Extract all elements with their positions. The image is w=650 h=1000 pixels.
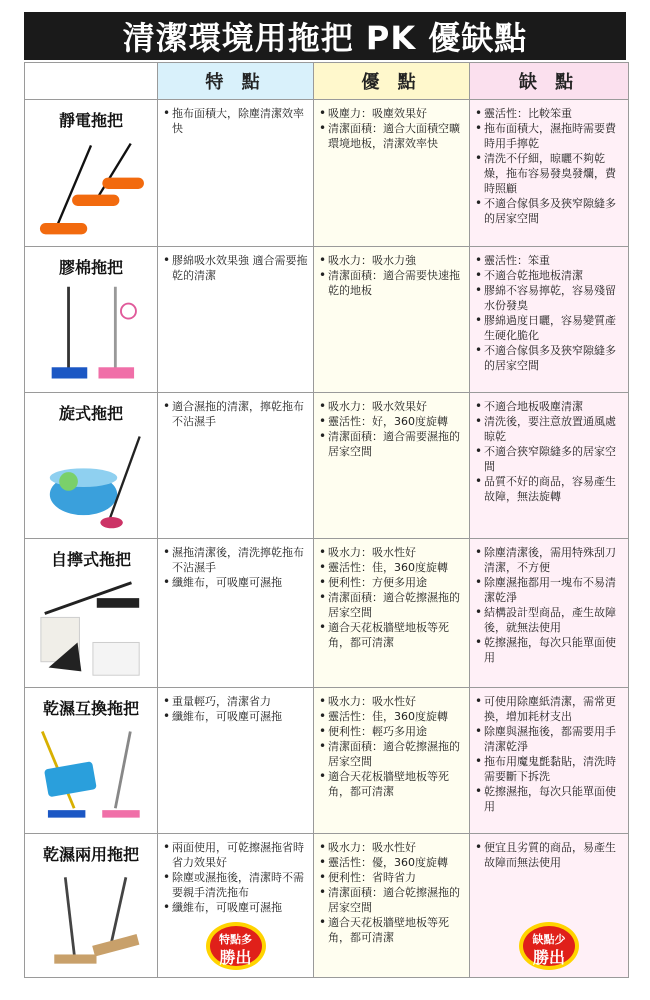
- header-blank: [25, 63, 158, 100]
- list-item: • 膠綿吸水效果強 適合需要拖乾的清潔: [162, 253, 309, 283]
- list-item: • 拖布面積大，除塵清潔效率快: [162, 106, 309, 136]
- list-item: • 適合天花板牆壁地板等死角，都可清潔: [318, 620, 465, 650]
- list-item: • 不適合狹窄隙縫多的居家空間: [474, 444, 624, 474]
- list-item: • 靈活性：好，360度旋轉: [318, 414, 465, 429]
- list-item: • 吸水力：吸水力強: [318, 253, 465, 268]
- features-list: [162, 399, 309, 429]
- list-item: • 便利性：輕巧多用途: [318, 724, 465, 739]
- list-item: • 靈活性：佳，360度旋轉: [318, 560, 465, 575]
- list-item: • 清洗後，要注意放置通風處晾乾: [474, 414, 624, 444]
- mop-image: [33, 136, 149, 240]
- mop-type-cell: [25, 100, 158, 247]
- mop-type-name: 膠棉拖把: [58, 258, 123, 277]
- badge-line1: 特點多: [219, 933, 252, 946]
- list-item: • 除塵與濕拖後，都需要用手清潔乾淨: [474, 724, 624, 754]
- mop-type-name: 乾濕兩用拖把: [42, 845, 139, 864]
- pros-cell: [314, 688, 470, 834]
- list-item: • 纖維布，可吸塵可濕拖: [162, 709, 309, 724]
- cons-list: [474, 253, 624, 373]
- pros-list: [318, 545, 465, 650]
- list-item: • 纖維布，可吸塵可濕拖: [162, 575, 309, 590]
- features-winner-badge: [205, 921, 267, 971]
- list-item: • 清潔面積：適合乾擦濕拖的居家空間: [318, 590, 465, 620]
- list-item: • 乾擦濕拖，每次只能單面使用: [474, 784, 624, 814]
- table-row: [25, 834, 629, 978]
- list-item: • 重量輕巧，清潔省力: [162, 694, 309, 709]
- list-item: • 結構設計型商品，產生故障後，就無法使用: [474, 605, 624, 635]
- table-row: [25, 688, 629, 834]
- table-row: [25, 247, 629, 393]
- list-item: • 清潔面積：適合需要濕拖的居家空間: [318, 429, 465, 459]
- list-item: • 除塵濕拖都用一塊布不易清潔乾淨: [474, 575, 624, 605]
- mop-type-cell: [25, 539, 158, 688]
- header-cons: 缺 點: [470, 63, 629, 100]
- badge-line2: 勝出: [219, 948, 252, 967]
- mop-type-name: 旋式拖把: [58, 404, 123, 423]
- features-list: [162, 694, 309, 724]
- list-item: • 濕拖清潔後，清洗擰乾拖布不沾濕手: [162, 545, 309, 575]
- list-item: • 乾擦濕拖，每次只能單面使用: [474, 635, 624, 665]
- features-list: [162, 106, 309, 136]
- list-item: • 膠綿過度日曬，容易變質產生硬化脆化: [474, 313, 624, 343]
- list-item: • 靈活性：比較笨重: [474, 106, 624, 121]
- pros-cell: [314, 393, 470, 539]
- list-item: • 可使用除塵紙清潔，需常更換，增加耗材支出: [474, 694, 624, 724]
- pros-cell: [314, 100, 470, 247]
- badge-line2: 勝出: [532, 948, 565, 967]
- cons-cell: [470, 539, 629, 688]
- list-item: • 清潔面積：適合需要快速拖乾的地板: [318, 268, 465, 298]
- cons-cell: [470, 834, 629, 978]
- list-item: • 除塵清潔後，需用特殊刮刀清潔，不方便: [474, 545, 624, 575]
- list-item: • 適合天花板牆壁地板等死角，都可清潔: [318, 915, 465, 945]
- cons-cell: [470, 100, 629, 247]
- mop-type-name: 乾濕互換拖把: [42, 699, 139, 718]
- list-item: • 靈活性：優，360度旋轉: [318, 855, 465, 870]
- badge-line1: 缺點少: [532, 933, 566, 946]
- mop-type-name: 靜電拖把: [58, 111, 123, 130]
- cons-list: [474, 545, 624, 665]
- table-row: [25, 539, 629, 688]
- features-list: [162, 253, 309, 283]
- list-item: • 兩面使用，可乾擦濕拖省時省力效果好: [162, 840, 309, 870]
- list-item: • 吸水力：吸水性好: [318, 694, 465, 709]
- list-item: • 便利性：方便多用途: [318, 575, 465, 590]
- mop-image: [33, 429, 149, 532]
- list-item: • 吸水力：吸水性好: [318, 840, 465, 855]
- mop-type-cell: [25, 688, 158, 834]
- cons-winner-badge: [518, 921, 580, 971]
- list-item: • 吸水力：吸水性好: [318, 545, 465, 560]
- list-item: • 不適合傢俱多及狹窄隙縫多的居家空間: [474, 343, 624, 373]
- list-item: • 清洗不仔細，晾曬不夠乾燥，拖布容易發臭發爛，費時照顧: [474, 151, 624, 196]
- list-item: • 拖布面積大，濕拖時需要費時用手擰乾: [474, 121, 624, 151]
- mop-type-cell: [25, 247, 158, 393]
- cons-cell: [470, 393, 629, 539]
- cons-list: [474, 840, 624, 870]
- header-row: [25, 63, 629, 100]
- mop-image: [33, 724, 149, 827]
- pros-list: [318, 399, 465, 459]
- list-item: • 清潔面積：適合乾擦濕拖的居家空間: [318, 739, 465, 769]
- list-item: • 不適合傢俱多及狹窄隙縫多的居家空間: [474, 196, 624, 226]
- cons-cell: [470, 247, 629, 393]
- features-cell: [158, 834, 314, 978]
- cons-list: [474, 694, 624, 814]
- list-item: • 膠綿不容易擰乾，容易殘留水份發臭: [474, 283, 624, 313]
- list-item: • 適合天花板牆壁地板等死角，都可清潔: [318, 769, 465, 799]
- cons-list: [474, 106, 624, 226]
- mop-type-cell: [25, 834, 158, 978]
- list-item: • 不適合乾拖地板清潔: [474, 268, 624, 283]
- pros-list: [318, 840, 465, 945]
- features-cell: [158, 539, 314, 688]
- pros-cell: [314, 247, 470, 393]
- cons-list: [474, 399, 624, 504]
- table-row: [25, 393, 629, 539]
- pros-list: [318, 694, 465, 799]
- features-cell: [158, 247, 314, 393]
- list-item: • 清潔面積：適合乾擦濕拖的居家空間: [318, 885, 465, 915]
- pros-list: [318, 253, 465, 298]
- pros-cell: [314, 834, 470, 978]
- list-item: • 除塵或濕拖後，清潔時不需要親手清洗拖布: [162, 870, 309, 900]
- features-cell: [158, 100, 314, 247]
- list-item: • 品質不好的商品，容易產生故障，無法旋轉: [474, 474, 624, 504]
- pros-list: [318, 106, 465, 151]
- list-item: • 纖維布，可吸塵可濕拖: [162, 900, 309, 915]
- list-item: • 靈活性：笨重: [474, 253, 624, 268]
- list-item: • 便宜且劣質的商品，易產生故障而無法使用: [474, 840, 624, 870]
- list-item: • 吸塵力：吸塵效果好: [318, 106, 465, 121]
- header-features: 特 點: [158, 63, 314, 100]
- table-row: [25, 100, 629, 247]
- features-list: [162, 840, 309, 915]
- mop-type-cell: [25, 393, 158, 539]
- list-item: • 不適合地板吸塵清潔: [474, 399, 624, 414]
- cons-cell: [470, 688, 629, 834]
- list-item: • 拖布用魔鬼氈黏貼，清洗時需要斷下拆洗: [474, 754, 624, 784]
- list-item: • 便利性：省時省力: [318, 870, 465, 885]
- mop-type-name: 自擰式拖把: [50, 550, 131, 569]
- mop-image: [33, 283, 149, 386]
- list-item: • 吸水力：吸水效果好: [318, 399, 465, 414]
- mop-image: [33, 575, 149, 681]
- list-item: • 適合濕拖的清潔，擰乾拖布不沾濕手: [162, 399, 309, 429]
- features-cell: [158, 393, 314, 539]
- list-item: • 靈活性：佳，360度旋轉: [318, 709, 465, 724]
- comparison-table: [24, 62, 629, 978]
- page-title: 清潔環境用拖把 PK 優缺點: [24, 12, 626, 60]
- list-item: • 清潔面積：適合大面積空曠環境地板，清潔效率快: [318, 121, 465, 151]
- features-list: [162, 545, 309, 590]
- header-pros: 優 點: [314, 63, 470, 100]
- mop-image: [33, 870, 149, 971]
- pros-cell: [314, 539, 470, 688]
- features-cell: [158, 688, 314, 834]
